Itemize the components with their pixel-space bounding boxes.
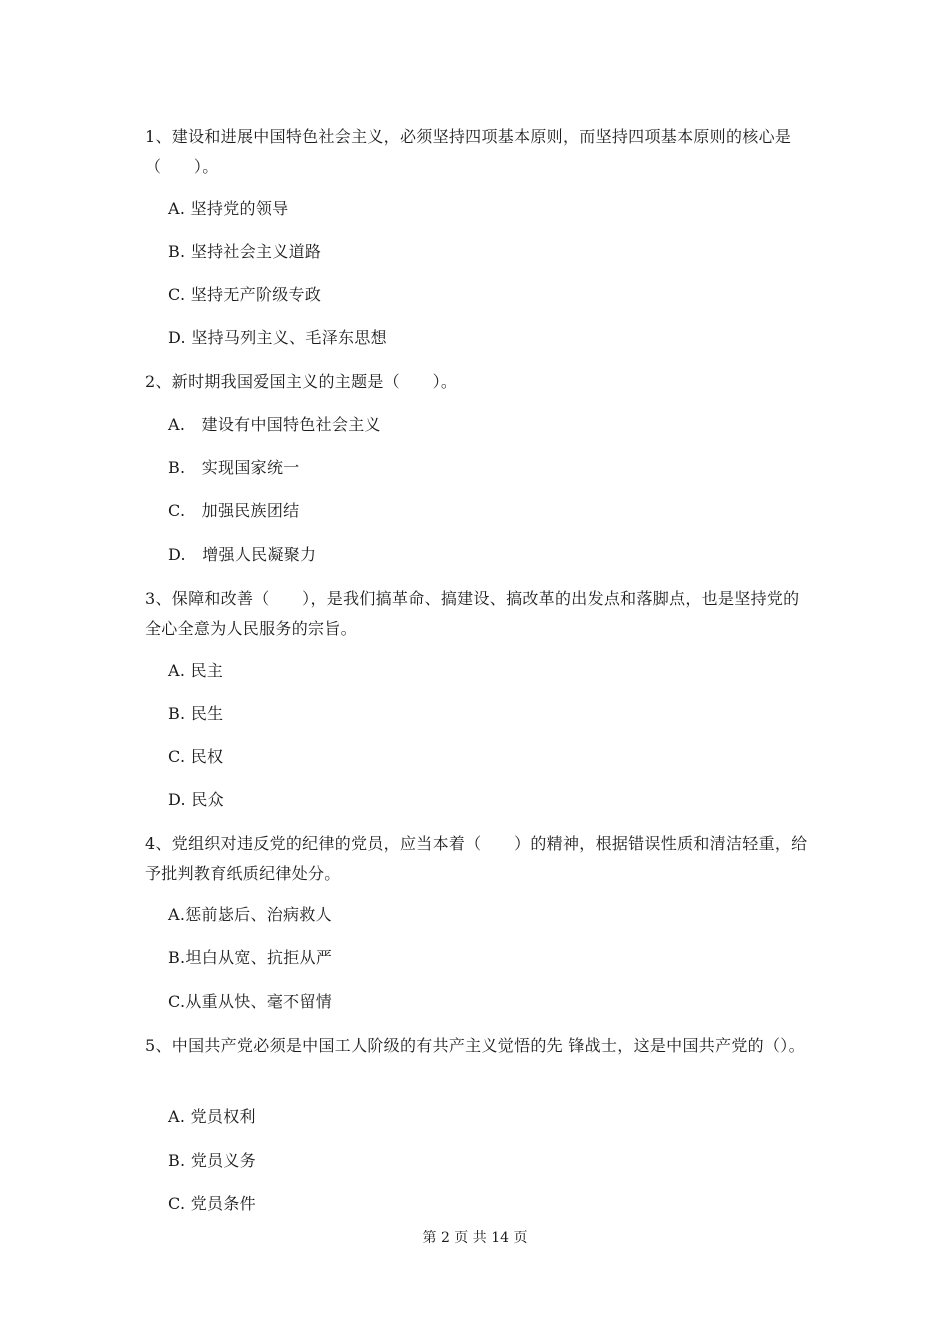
- question-1: 1、建设和进展中国特色社会主义，必须坚持四项基本原则，而坚持四项基本原则的核心是（ ）。: [145, 127, 792, 176]
- question-1-option-d: D. 坚持马列主义、毛泽东思想: [168, 328, 387, 347]
- question-3-option-d: D. 民众: [168, 790, 224, 809]
- question-4: 4、党组织对违反党的纪律的党员，应当本着（ ）的精神，根据错误性质和清洁轻重，给予批判教育纸质纪律处分。: [145, 834, 808, 883]
- question-3: 3、保障和改善（ ），是我们搞革命、搞建设、搞改革的出发点和落脚点，也是坚持党的全心全意为人民服务的宗旨。: [145, 589, 800, 638]
- question-5-option-a: A. 党员权利: [168, 1107, 256, 1126]
- question-3-option-b: B. 民生: [168, 704, 224, 723]
- question-1-option-b: B. 坚持社会主义道路: [168, 242, 322, 261]
- question-3-option-c: C. 民权: [168, 747, 224, 766]
- question-2: 2、新时期我国爱国主义的主题是（ ）。: [145, 372, 458, 391]
- question-4-option-a: A.惩前毖后、治病救人: [168, 905, 332, 924]
- question-2-option-a: A. 建设有中国特色社会主义: [168, 415, 381, 434]
- question-5-option-b: B. 党员义务: [168, 1151, 257, 1170]
- question-1-option-a: A. 坚持党的领导: [168, 199, 289, 218]
- page-footer: 第 2 页 共 14 页: [422, 1230, 528, 1246]
- question-2-option-b: B. 实现国家统一: [168, 458, 300, 477]
- question-4-option-c: C.从重从快、毫不留情: [168, 992, 333, 1011]
- question-5-option-c: C. 党员条件: [168, 1194, 256, 1213]
- question-4-option-b: B.坦白从宽、抗拒从严: [168, 948, 333, 967]
- question-2-option-d: D. 增强人民凝聚力: [168, 545, 317, 564]
- question-5: 5、中国共产党必须是中国工人阶级的有共产主义觉悟的先 锋战士，这是中国共产党的（）。: [145, 1036, 805, 1055]
- question-1-option-c: C. 坚持无产阶级专政: [168, 285, 322, 304]
- question-3-option-a: A. 民主: [168, 661, 224, 680]
- question-2-option-c: C. 加强民族团结: [168, 501, 300, 520]
